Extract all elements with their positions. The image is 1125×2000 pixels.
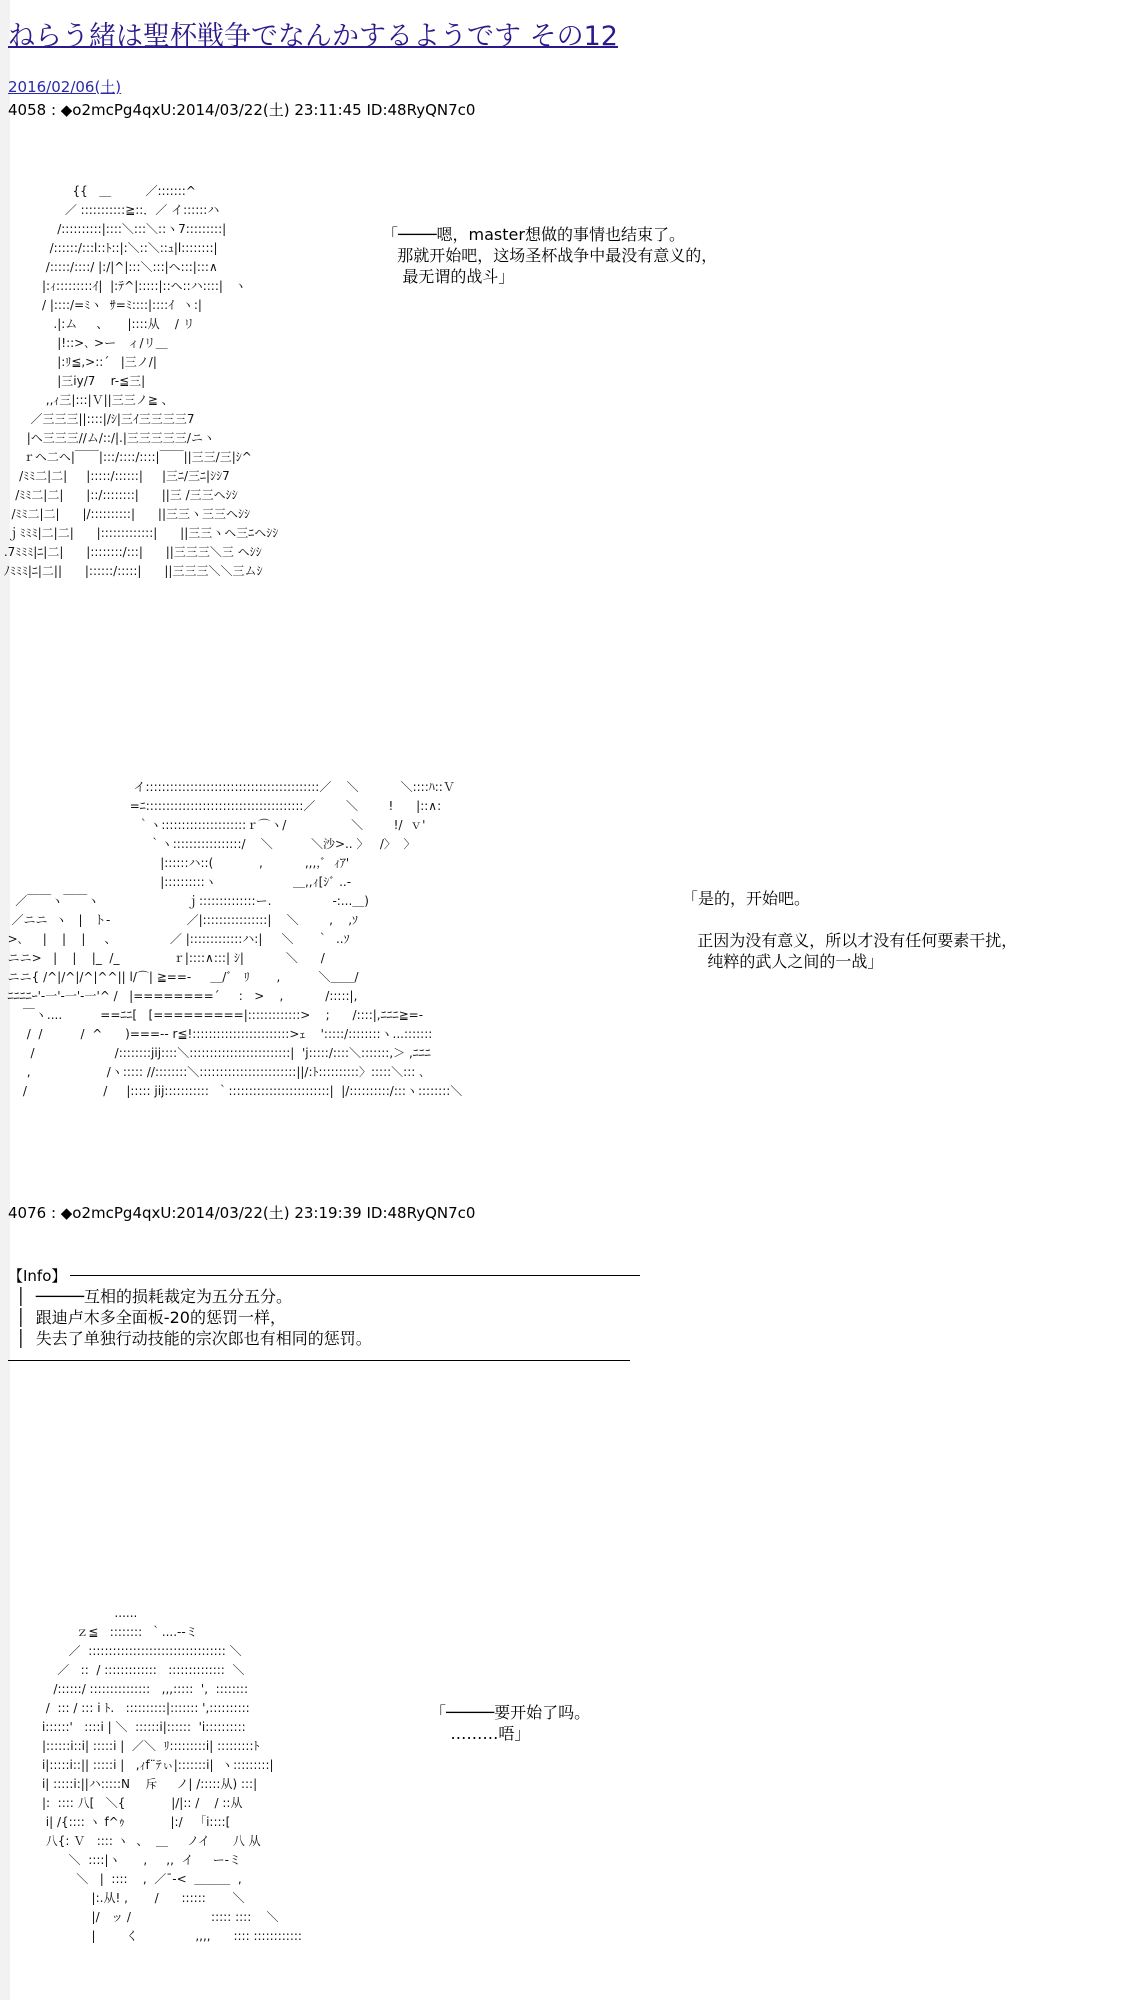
ascii-art-battle-scene: イ:::::::::::::::::::::::::::::::::::::::::::／ ＼ ＼::::ﾊ::Ｖ =ﾆ:::::::::::::::::::::::::::::::::::::::／ ＼ ! |::∧: ｀ヽ:::::::::::::::::::::ｒ⌒ヽ/ ＼ !/ ｖ' ｀ヽ:::::::::::::::::/ ＼ ＼沙>.. 〉 /〉 〉 |::::::ハ::( , ,,,,ﾞ ｨｱ' |::::::::::ヽ ＿,,ｨ[ｼﾞ ..- ／￣￣ヽ￣￣ヽ ｊ::::::::::::::ー. -:...＿) ／ニニ ヽ | ト- ／|::::::::::::::::| ＼ , ,ｿ >､ | | | 、 ／ |:::::::::::::ハ:| ＼ ｀ ..ｿ ニニ> | | |_ /_ ｒ|::::∧:::| ｼ| ＼ / ニニ{ /^|/^|/^|^^|| l/⌒| ≧==- ＿/ﾞ ﾘ , ＼＿＿/ ﾆﾆﾆﾆｰ'-一'-一'-一'^ / |========´ : > , /:::::|, ￣ヽ.... ==ﾆﾆ[ [=========|:::::::::::::> ; /::::|,ﾆﾆﾆ≧=- / / / ^ )===-- r≦!::::::::::::::::::::::::>ｪ ':::::/::::::::ヽ...::::::: / /::::::::jij::::＼:::::::::::::::::::::::::| 'j:::::/::::＼:::::::,＞ ,ﾆﾆﾆ , /ヽ::::: //::::::::＼::::::::::::::::::::::::||/:ﾄ::::::::::〉:::::＼::: ､ / / |::::: jij::::::::::: ｀:::::::::::::::::::::::::| |/::::::::::/:::ヽ::::::::＼ [7, 780, 463, 1098]
speech-bubble: 「─────要开始了吗。 ………唔」 [430, 1703, 591, 1743]
info-title-row [8, 1264, 640, 1286]
ascii-art-character-standing: {{ ＿ ／:::::::^ ／ :::::::::::≧::．／ イ::::::ハ /::::::::::|::::＼:::＼::ヽ7:::::::::| /::::::/:::l::ﾄ::|:＼::＼::ｭ|l::::::::| /:::::/::::/ |:/|^|:::＼:::|ヘ:::|:::∧ |:ｨ:::::::::ｲ| |:ﾃ^|:::::|::ヘ::ハ::::| ヽ / |::::/=ﾐヽ ｻ=ﾐ::::|::::ｲ ヽ:| .|:ム 、 |::::从 / リ |!::>､ >ー ィ/リ＿ |:ﾘ≦,>::´ |三ノ/| |三iy/7 r-≦三| ,,ｨ三|:::|Ｖ||三三ノ≧ 、 ／三三三||::::|/ｼ|三ｲ三三三三7 |ヘ三三三//ム/::/|.|三三三三三/ニヽ ｒヘ二ヘ|￣￣|:::/::::/::::|￣￣||三三/三|ｼ^ /ﾐﾐ二|二| |:::::/::::::| |三ﾆ/三ﾆ|ｼｼ7 /ﾐﾐ二|二| |::/::::::::| ||三 /三三ヘｼｼ /ﾐﾐ二|二| |/::::::::::| ||三三ヽ三三ヘｼｼ ｊﾐﾐﾐ|二|二| |:::::::::::::| ||三三ヽヘ三ﾆヘｼｼ .7ﾐﾐﾐ|ﾆ|二| |::::::::/:::| ||三三三＼三 ヘｼｼ ﾉﾐﾐﾐ|ﾆ|二|| |::::::/:::::| ||三三三＼＼三ムｼ [3, 184, 279, 578]
info-panel [8, 1264, 640, 1349]
info-line: │ 失去了单独行动技能的宗次郎也有相同的惩罚。 [16, 1329, 372, 1348]
info-bottom-rule [8, 1360, 630, 1361]
info-title: 【Info】 [8, 1266, 67, 1285]
speech-bubble: 「────嗯，master想做的事情也结束了。 那就开始吧，这场圣杯战争中最没有意义的， 最无谓的战斗」 [382, 225, 718, 286]
post-date-link[interactable]: 2016/02/06(土) [8, 78, 122, 96]
ascii-art-character-portrait: ...... ｚ≦ :::::::: ｀....--ミ ／ :::::::::::::::::::::::::::::::::: ＼ ／ :: / ::::::::::::: :::::::::::::: ＼ /::::::/ ::::::::::::::: ,,,::::: ', :::::::: / ::: / ::: i ﾄ. ::::::::::|::::::: ',:::::::::: i::::::' ::::i | ＼ ::::::i|:::::: 'i:::::::::: |::::::i::i| :::::i | ／＼ ﾘ:::::::::i| :::::::::ﾄ i|:::::i::|| :::::i | ,ｨf¨ﾃぃ|:::::::i| ヽ:::::::::| i| :::::i:||ハ:::::N 斥 ノ| /:::::从) :::| |: :::: 八[ ＼{ |/|:: / / ::从 i| /{:::: ヽ f^ｩ |:/ 「i::::[ 八{: Ｖ :::: ヽ 、 ＿ ノイ 八 从 ＼ ::::|ヽ , ,, イ ー-ミ ＼ | :::: , ／¯-< ＿＿＿ , |:.从! , / :::::: ＼ |/ ッ / ::::: :::: ＼ | く ,,,, :::: :::::::::::: [41, 1606, 302, 1943]
info-line: │ 跟迪卢木多全面板-20的惩罚一样， [16, 1308, 286, 1327]
post-header: 4058 : ◆o2mcPg4qxU:2014/03/22(土) 23:11:45 ID:48RyQN7c0 [8, 101, 476, 119]
info-top-rule [70, 1275, 640, 1276]
speech-bubble: 「是的，开始吧。 正因为没有意义，所以才没有任何要素干扰， 纯粹的武人之间的一战」 [682, 889, 1018, 971]
post-header: 4076 : ◆o2mcPg4qxU:2014/03/22(土) 23:19:39 ID:48RyQN7c0 [8, 1204, 476, 1222]
page-title[interactable]: ねらう緒は聖杯戦争でなんかするようです その12 [8, 21, 618, 52]
info-line: │ ─────互相的损耗裁定为五分五分。 [16, 1287, 292, 1306]
